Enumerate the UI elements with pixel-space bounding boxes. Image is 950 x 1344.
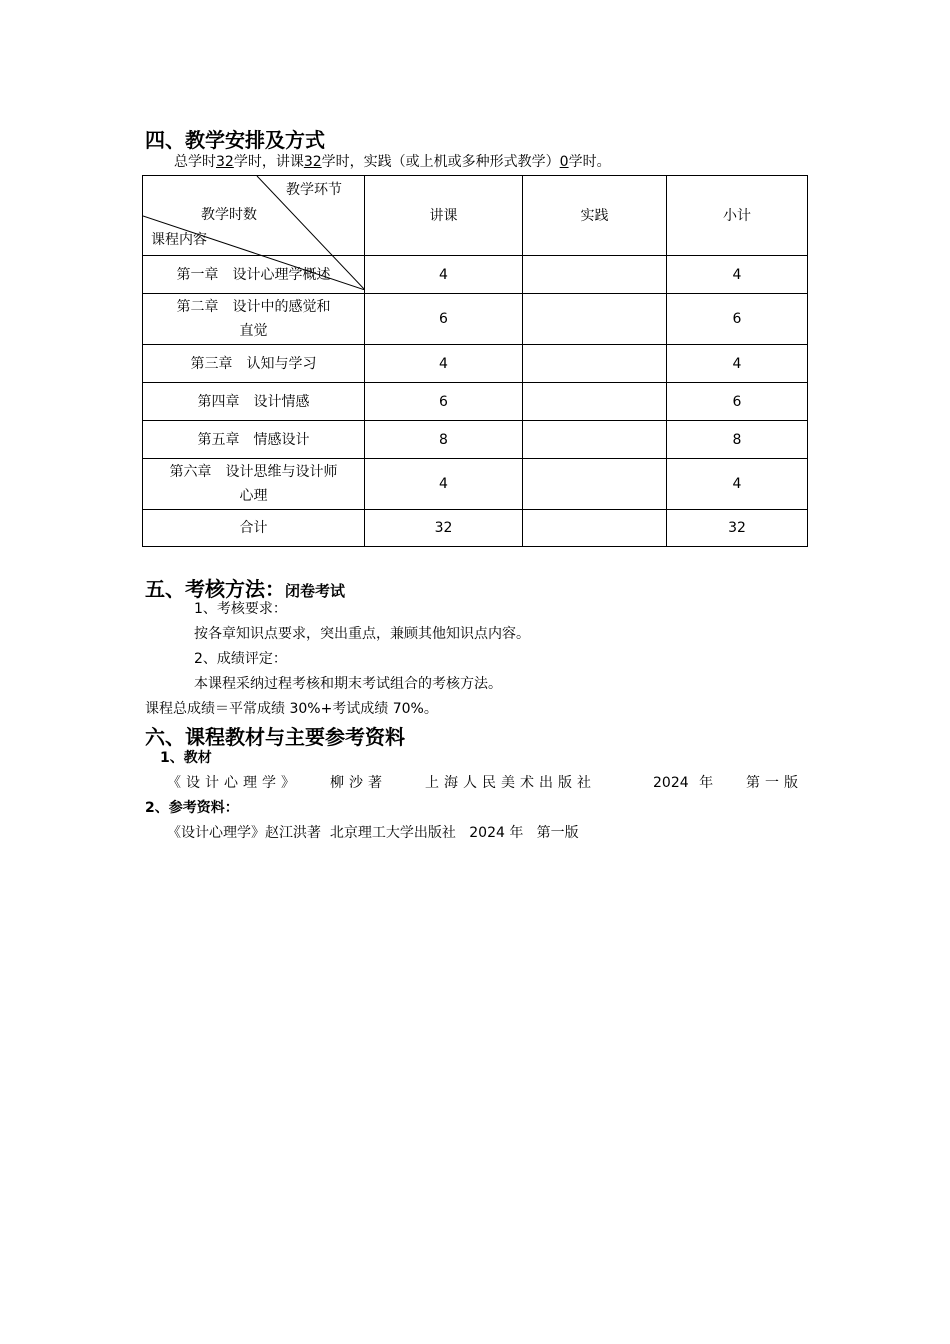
- section-4-title: 四、教学安排及方式: [145, 128, 325, 152]
- section-5-title: [145, 573, 345, 602]
- chapter-cell: [143, 345, 365, 383]
- lecture-cell: 8: [365, 421, 523, 459]
- table-row: [143, 383, 808, 421]
- summary-text: 学时。: [568, 154, 611, 170]
- chapter-cell: [143, 421, 365, 459]
- total-label: 合计: [143, 510, 365, 547]
- chapter-name: 第二章 设计中的感觉和: [176, 299, 331, 315]
- lecture-hours: 32: [303, 154, 322, 170]
- grading-text: 本课程采纳过程考核和期末考试组合的考核方法。: [194, 676, 502, 692]
- table-row: [143, 345, 808, 383]
- lecture-cell: 4: [365, 459, 523, 510]
- subtotal-cell: 8: [667, 421, 808, 459]
- hours-summary: [174, 153, 611, 171]
- practice-cell: [523, 383, 667, 421]
- total-subtotal: 32: [667, 510, 808, 547]
- assessment-method: 闭卷考试: [285, 582, 346, 600]
- chapter-name-cont: 直觉: [239, 323, 268, 339]
- header-course-content: 课程内容: [151, 232, 207, 248]
- subtotal-cell: 4: [667, 256, 808, 294]
- total-lecture: 32: [365, 510, 523, 547]
- practice-hours: 0: [559, 154, 569, 170]
- grading-title: 2、成绩评定：: [194, 651, 287, 667]
- summary-text: 学时，讲课: [233, 154, 304, 170]
- header-practice: 实践: [523, 176, 667, 256]
- textbook-book: 《设计心理学》: [167, 775, 300, 791]
- table-total-row: [143, 510, 808, 547]
- chapter-name: 第一章 设计心理学概述: [176, 266, 331, 283]
- chapter-name: 第五章 情感设计: [197, 431, 310, 448]
- textbook-year: 2024 年: [653, 775, 714, 791]
- chapter-name-cont: 心理: [239, 488, 268, 504]
- header-teaching-section: 教学环节: [286, 182, 342, 198]
- summary-text: 总学时: [174, 154, 216, 170]
- subtotal-cell: 4: [667, 459, 808, 510]
- total-practice: [523, 510, 667, 547]
- table-row: [143, 294, 808, 345]
- chapter-name: 第四章 设计情感: [197, 393, 310, 410]
- lecture-cell: 6: [365, 383, 523, 421]
- section-5-heading: 五、考核方法：: [145, 577, 285, 601]
- practice-cell: [523, 256, 667, 294]
- lecture-cell: 4: [365, 256, 523, 294]
- header-lecture: 讲课: [365, 176, 523, 256]
- grade-formula: 课程总成绩＝平常成绩 30%+考试成绩 70%。: [145, 701, 438, 717]
- reference-title: 2、参考资料：: [145, 800, 239, 816]
- textbook-edition: 第一版: [746, 775, 803, 791]
- lecture-cell: 6: [365, 294, 523, 345]
- section-6-title: 六、课程教材与主要参考资料: [145, 725, 405, 749]
- chapter-name: 第六章 设计思维与设计师: [169, 464, 338, 480]
- table-header-row: [143, 176, 808, 256]
- table-row: [143, 459, 808, 510]
- chapter-cell: [143, 383, 365, 421]
- subtotal-cell: 6: [667, 383, 808, 421]
- practice-cell: [523, 421, 667, 459]
- chapter-cell: [143, 294, 365, 345]
- chapter-name: 第三章 认知与学习: [190, 355, 317, 372]
- textbook-author: 柳沙著: [330, 775, 387, 791]
- diagonal-header-cell: [143, 176, 365, 256]
- subtotal-cell: 6: [667, 294, 808, 345]
- practice-cell: [523, 345, 667, 383]
- lecture-cell: 4: [365, 345, 523, 383]
- chapter-cell: [143, 459, 365, 510]
- teaching-schedule-table: [142, 175, 808, 547]
- header-subtotal: 小计: [667, 176, 808, 256]
- practice-cell: [523, 459, 667, 510]
- table-row: [143, 421, 808, 459]
- textbook-title: 1、教材: [160, 750, 212, 766]
- requirement-title: 1、考核要求：: [194, 601, 287, 617]
- requirement-text: 按各章知识点要求，突出重点，兼顾其他知识点内容。: [194, 626, 530, 642]
- header-teaching-hours: 教学时数: [201, 207, 257, 223]
- textbook-publisher: 上海人民美术出版社: [425, 775, 596, 791]
- total-hours: 32: [216, 154, 234, 170]
- subtotal-cell: 4: [667, 345, 808, 383]
- reference-entry: 《设计心理学》赵江洪著 北京理工大学出版社 2024 年 第一版: [167, 825, 579, 841]
- practice-cell: [523, 294, 667, 345]
- summary-text: 学时，实践（或上机或多种形式教学）: [321, 154, 560, 170]
